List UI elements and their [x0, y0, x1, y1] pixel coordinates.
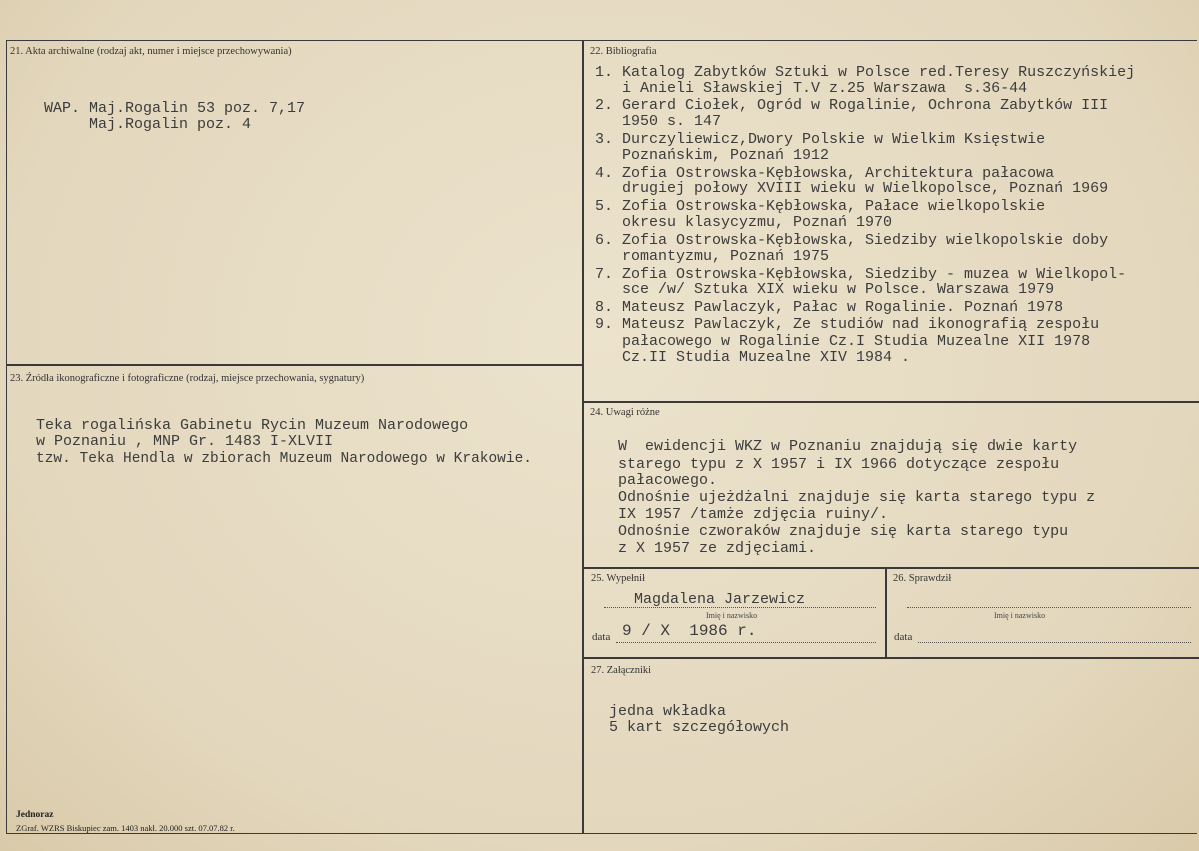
- bibliography-line: 5. Zofia Ostrowska-Kębłowska, Pałace wielkopolskie: [595, 198, 1046, 215]
- section-21-label: 21. Akta archiwalne (rodzaj akt, numer i miejsce przechowywania): [10, 46, 292, 57]
- section-23-line: w Poznaniu , MNP Gr. 1483 I-XLVII: [36, 433, 334, 450]
- bibliography-line: 3. Durczyliewicz,Dwory Polskie w Wielkim Księstwie: [595, 131, 1046, 148]
- checked-by-name-line: [907, 607, 1191, 608]
- section-23-line: Teka rogalińska Gabinetu Rycin Muzeum Narodowego: [36, 417, 469, 434]
- bibliography-line: sce /w/ Sztuka XIX wieku w Polsce. Warszawa 1979: [595, 281, 1055, 298]
- attachments-line: jedna wkładka: [609, 703, 727, 720]
- remarks-line: W ewidencji WKZ w Poznaniu znajdują się dwie karty: [618, 438, 1078, 455]
- section-21-line: WAP. Maj.Rogalin 53 poz. 7,17: [44, 100, 306, 117]
- checked-by-date-label: data: [894, 631, 913, 643]
- footer-line-2: ZGraf. WZRS Biskupiec zam. 1403 nakł. 20.000 szt. 07.07.82 r.: [16, 823, 235, 833]
- right-divider-25-27: [582, 657, 1199, 659]
- footer-line-1: Jednoraz: [16, 810, 54, 820]
- filled-by-date-label: data: [592, 631, 611, 643]
- remarks-line: IX 1957 /tamże zdjęcia ruiny/.: [618, 506, 889, 523]
- section-23-line: tzw. Teka Hendla w zbiorach Muzeum Narodowego w Krakowie.: [36, 451, 532, 467]
- bibliography-line: pałacowego w Rogalinie Cz.I Studia Muzealne XII 1978: [595, 333, 1091, 350]
- bibliography-line: 1950 s. 147: [595, 113, 722, 130]
- right-divider-22-24: [582, 401, 1199, 403]
- divider-25-26: [885, 567, 887, 658]
- remarks-line: z X 1957 ze zdjęciami.: [618, 540, 817, 557]
- remarks-line: pałacowego.: [618, 472, 718, 489]
- filled-by-name: Magdalena Jarzewicz: [634, 591, 806, 608]
- main-divider: [582, 40, 584, 834]
- bibliography-line: 7. Zofia Ostrowska-Kębłowska, Siedziby - muzea w Wielkopol-: [595, 266, 1127, 283]
- bibliography-line: 8. Mateusz Pawlaczyk, Pałac w Rogalinie. Poznań 1978: [595, 299, 1064, 316]
- remarks-line: starego typu z X 1957 i IX 1966 dotyczące zespołu: [618, 456, 1060, 473]
- bibliography-line: Poznańskim, Poznań 1912: [595, 147, 830, 164]
- bibliography-line: romantyzmu, Poznań 1975: [595, 248, 830, 265]
- section-27-label: 27. Załączniki: [591, 665, 652, 676]
- right-divider-24-25: [582, 567, 1199, 569]
- bibliography-line: 1. Katalog Zabytków Sztuki w Polsce red.Teresy Ruszczyńskiej: [595, 64, 1136, 81]
- section-24-label: 24. Uwagi różne: [590, 407, 660, 418]
- checked-by-name-caption: Imię i nazwisko: [994, 611, 1046, 620]
- section-26-label: 26. Sprawdził: [893, 573, 952, 584]
- filled-by-name-line: [604, 607, 876, 608]
- section-23-label: 23. Źródła ikonograficzne i fotograficzne (rodzaj, miejsce przechowania, sygnatury): [10, 373, 365, 384]
- bibliography-line: 4. Zofia Ostrowska-Kębłowska, Architektura pałacowa: [595, 165, 1055, 182]
- section-22-label: 22. Bibliografia: [590, 46, 657, 57]
- section-25-label: 25. Wypełnił: [591, 573, 646, 584]
- bibliography-line: 9. Mateusz Pawlaczyk, Ze studiów nad ikonografią zespołu: [595, 316, 1100, 333]
- left-divider: [6, 364, 583, 366]
- remarks-line: Odnośnie ujeżdżalni znajduje się karta starego typu z: [618, 489, 1096, 506]
- bibliography-line: okresu klasycyzmu, Poznań 1970: [595, 214, 893, 231]
- attachments-line: 5 kart szczegółowych: [609, 719, 790, 736]
- bibliography-line: 6. Zofia Ostrowska-Kębłowska, Siedziby wielkopolskie doby: [595, 232, 1109, 249]
- filled-by-date: 9 / X 1986 r.: [622, 622, 757, 640]
- bibliography-line: i Anieli Sławskiej T.V z.25 Warszawa s.36-44: [595, 80, 1028, 97]
- section-21-line: Maj.Rogalin poz. 4: [44, 116, 252, 133]
- filled-by-date-line: [616, 642, 876, 643]
- bibliography-line: drugiej połowy XVIII wieku w Wielkopolsce, Poznań 1969: [595, 180, 1109, 197]
- bibliography-line: 2. Gerard Ciołek, Ogród w Rogalinie, Ochrona Zabytków III: [595, 97, 1109, 114]
- filled-by-name-caption: Imię i nazwisko: [706, 611, 758, 620]
- remarks-line: Odnośnie czworaków znajduje się karta starego typu: [618, 523, 1069, 540]
- bibliography-line: Cz.II Studia Muzealne XIV 1984 .: [595, 349, 911, 366]
- checked-by-date-line: [918, 642, 1191, 643]
